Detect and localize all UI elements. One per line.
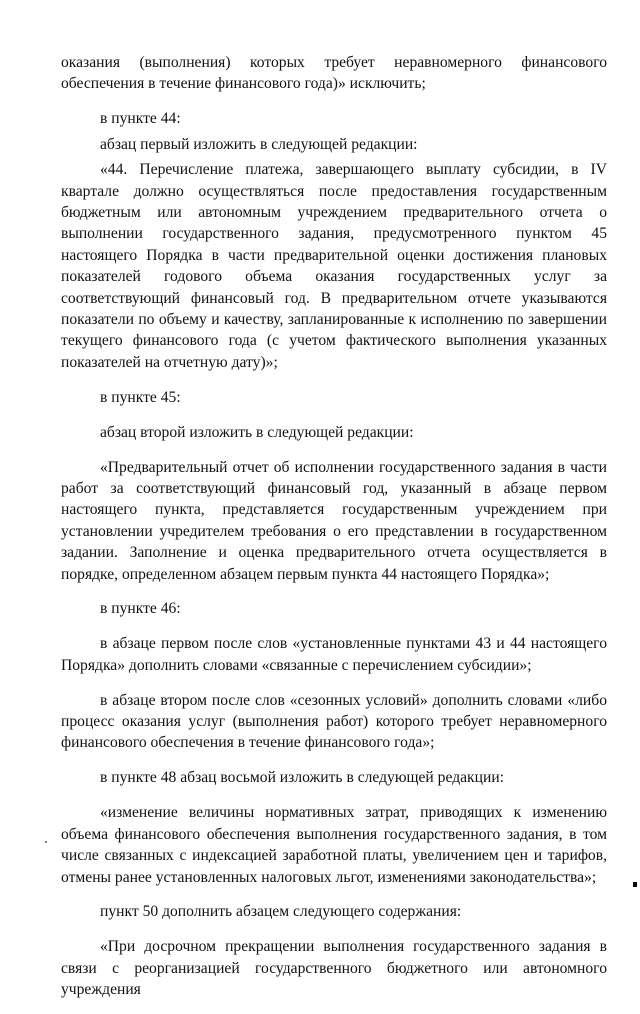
paragraph-clause-44-text: «44. Перечисление платежа, завершающего выплату субсидии, в IV квартале должно осуществляться после предоставления государственным бюджетным или автономным учреждением предварительного отчета о выполнении государственного задания, предусмотренного пунктом 45 настоящего Порядка в части предварительной оценки достижения плановых показателей годового объема оказания государственных услуг за соответствующий финансовый год. В предварительном отчете указываются показатели по объему и качеству, запланированные к исполнению по завершении текущего финансового года (с учетом фактического выполнения указанных показателей на отчетную дату)»;: [61, 161, 607, 371]
paragraph-clause-45-text: «Предварительный отчет об исполнении государственного задания в части работ за соответствующий финансовый год, указанный в абзаце первом настоящего пункта, представляется государственным учреждением при установлении учредителем требования о его представлении в государственном задании. Заполнение и оценка предварительного отчета осуществляется в порядке, определенном абзацем первым пункта 44 настоящего Порядка»;: [61, 458, 607, 583]
paragraph-clause-48: в пункте 48 абзац восьмой изложить в следующей редакции:: [100, 769, 504, 787]
scan-corner-mark: [633, 882, 637, 887]
paragraph-clause-46-first: в абзаце первом после слов «установленные пунктами 43 и 44 настоящего Порядка» дополнить словами «связанные с перечислением субсидии»;: [61, 635, 607, 674]
paragraph-clause-44-instruction: абзац первый изложить в следующей редакции:: [100, 135, 418, 153]
scan-speck: [45, 841, 47, 843]
paragraph-clause-46-second: в абзаце втором после слов «сезонных условий» дополнить словами «либо процесс оказания услуг (выполнения работ) которого требует неравномерного финансового обеспечения в течение финансового года»;: [61, 691, 607, 752]
document-body: [61, 52, 607, 1014]
paragraph-clause-45: в пункте 45:: [100, 388, 181, 406]
paragraph-clause-50-text: «При досрочном прекращении выполнения государственного задания в связи с реорганизацией государственного бюджетного или автономного учреждения: [61, 938, 607, 999]
paragraph-clause-48-text: «изменение величины нормативных затрат, приводящих к изменению объема финансового обеспечения выполнения государственного задания, в том числе связанных с индексацией заработной платы, увеличением цен и тарифов, отмены ранее установленных налоговых льгот, изменениями законодательства»;: [61, 804, 607, 886]
paragraph-clause-44: в пункте 44:: [100, 110, 181, 128]
paragraph-clause-50: пункт 50 дополнить абзацем следующего содержания:: [100, 903, 462, 921]
paragraph-clause-46: в пункте 46:: [100, 600, 181, 618]
paragraph-continuation: оказания (выполнения) которых требует неравномерного финансового обеспечения в течение финансового года)» исключить;: [61, 54, 607, 93]
paragraph-clause-45-instruction: абзац второй изложить в следующей редакции:: [100, 423, 414, 441]
